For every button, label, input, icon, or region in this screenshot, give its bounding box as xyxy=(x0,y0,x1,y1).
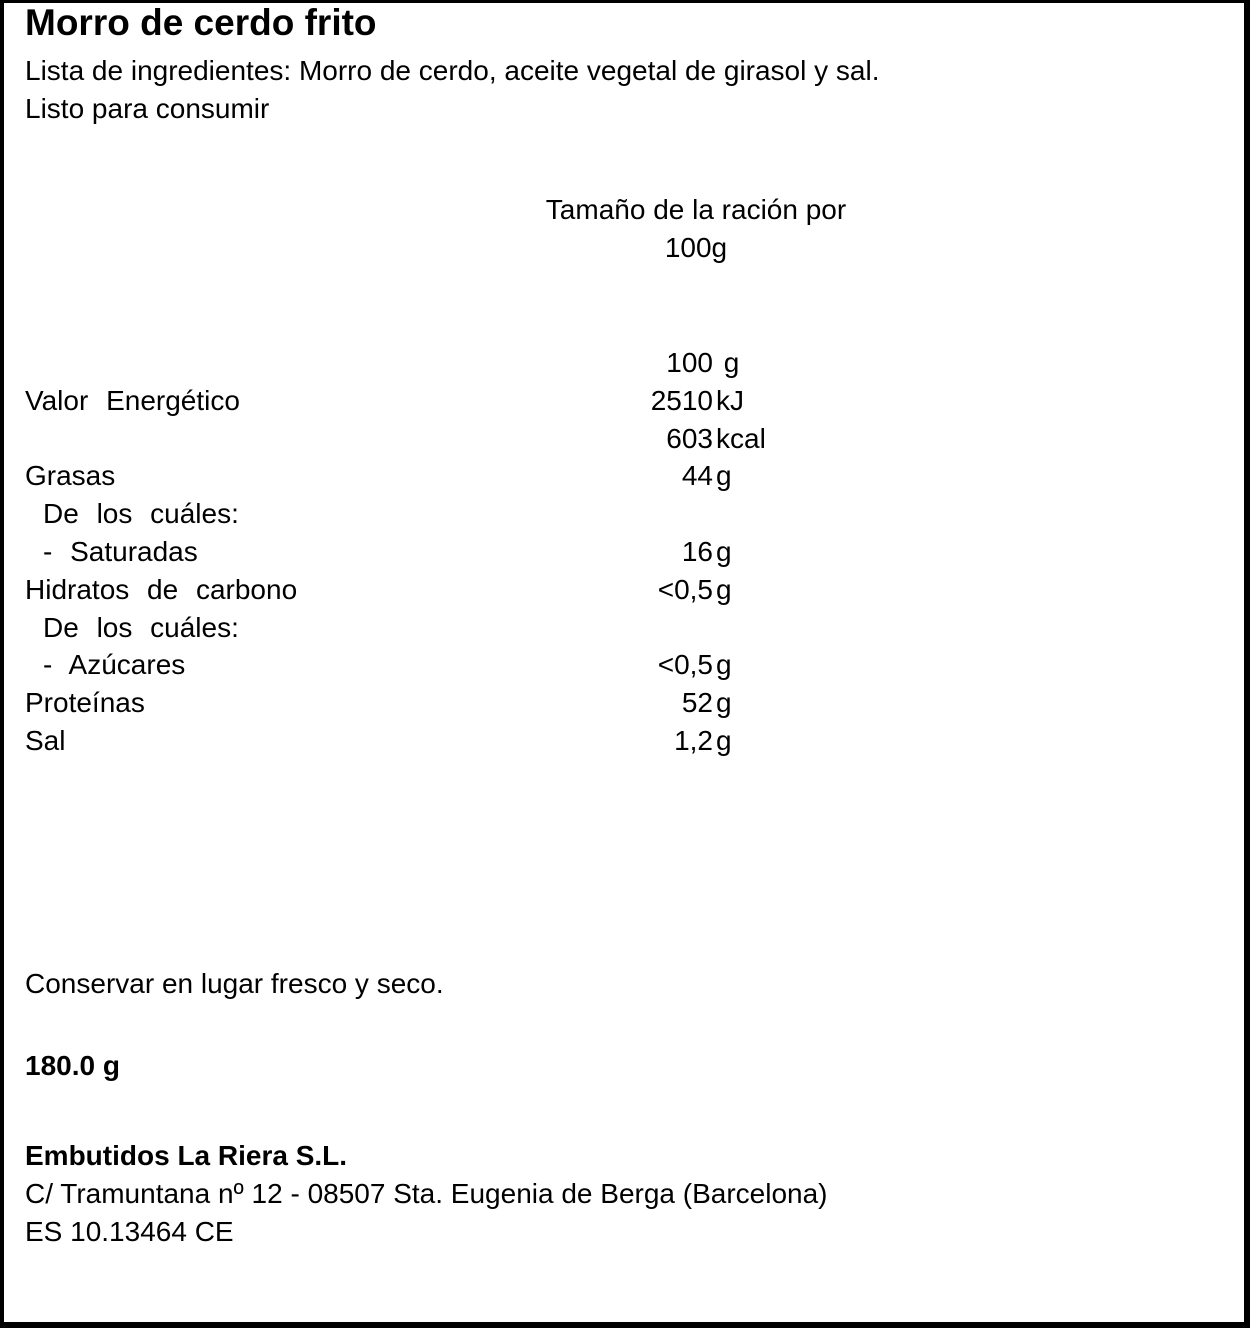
nutrient-value: <0,5 xyxy=(657,649,713,681)
nutrient-label: Grasas xyxy=(25,460,116,492)
serving-size-amount: 100g xyxy=(664,232,728,263)
nutrient-value: <0,5 xyxy=(657,573,713,605)
net-weight: 180.0 g xyxy=(25,1050,120,1081)
manufacturer-address: C/ Tramuntana nº 12 - 08507 Sta. Eugenia de Berga (Barcelona) xyxy=(25,1178,828,1209)
nutrient-unit: g xyxy=(716,347,740,378)
nutrient-value: 603 xyxy=(666,422,713,454)
table-row-sugars xyxy=(0,646,1250,684)
nutrient-label: Valor Energético xyxy=(25,384,240,416)
nutrient-label: - Azúcares xyxy=(43,649,186,681)
nutrient-value: 1,2 xyxy=(674,724,713,756)
nutrient-unit: g xyxy=(716,649,732,681)
table-row-protein xyxy=(0,684,1250,722)
nutrient-unit: kJ xyxy=(716,384,744,416)
intro-block xyxy=(25,52,879,128)
table-row-energy-kcal xyxy=(0,420,1250,458)
ready-to-eat-line: Listo para consumir xyxy=(25,93,270,124)
manufacturer-registration: ES 10.13464 CE xyxy=(25,1216,234,1247)
nutrient-value: 44 xyxy=(681,460,713,492)
table-row-salt xyxy=(0,722,1250,760)
nutrient-unit: g xyxy=(716,535,732,567)
ingredients-line: Lista de ingredientes: Morro de cerdo, aceite vegetal de girasol y sal. xyxy=(25,55,880,86)
nutrient-unit: g xyxy=(716,724,732,756)
nutrient-label: Sal xyxy=(25,724,66,756)
nutrient-label: Hidratos de carbono xyxy=(25,573,298,605)
nutrient-unit: g xyxy=(716,573,732,605)
nutrient-label: Proteínas xyxy=(25,687,145,719)
table-row-carbohydrates xyxy=(0,571,1250,609)
nutrient-unit: g xyxy=(716,687,732,719)
nutrient-unit: g xyxy=(716,460,732,492)
table-row-column-header xyxy=(0,344,1250,382)
nutrient-value: 100 xyxy=(666,347,713,378)
nutrient-value: 52 xyxy=(681,687,713,719)
storage-instructions: Conservar en lugar fresco y seco. xyxy=(25,968,444,999)
table-row-of-which-fat xyxy=(0,495,1250,533)
table-row-energy-kj xyxy=(0,382,1250,420)
manufacturer-block xyxy=(25,1137,828,1251)
nutrient-label: De los cuáles: xyxy=(43,611,239,643)
serving-size-header xyxy=(296,191,1096,267)
page-title: Morro de cerdo frito xyxy=(25,2,377,43)
table-row-fat xyxy=(0,457,1250,495)
nutrient-value: 2510 xyxy=(650,384,713,416)
nutrient-unit: kcal xyxy=(716,422,766,454)
table-row-of-which-carbs xyxy=(0,609,1250,647)
nutrient-value: 16 xyxy=(681,535,713,567)
serving-size-label: Tamaño de la ración por xyxy=(545,194,847,225)
manufacturer-name: Embutidos La Riera S.L. xyxy=(25,1140,348,1171)
nutrition-table xyxy=(0,344,1250,760)
nutrient-label: De los cuáles: xyxy=(43,498,239,530)
table-row-saturated-fat xyxy=(0,533,1250,571)
nutrient-label: - Saturadas xyxy=(43,535,198,567)
